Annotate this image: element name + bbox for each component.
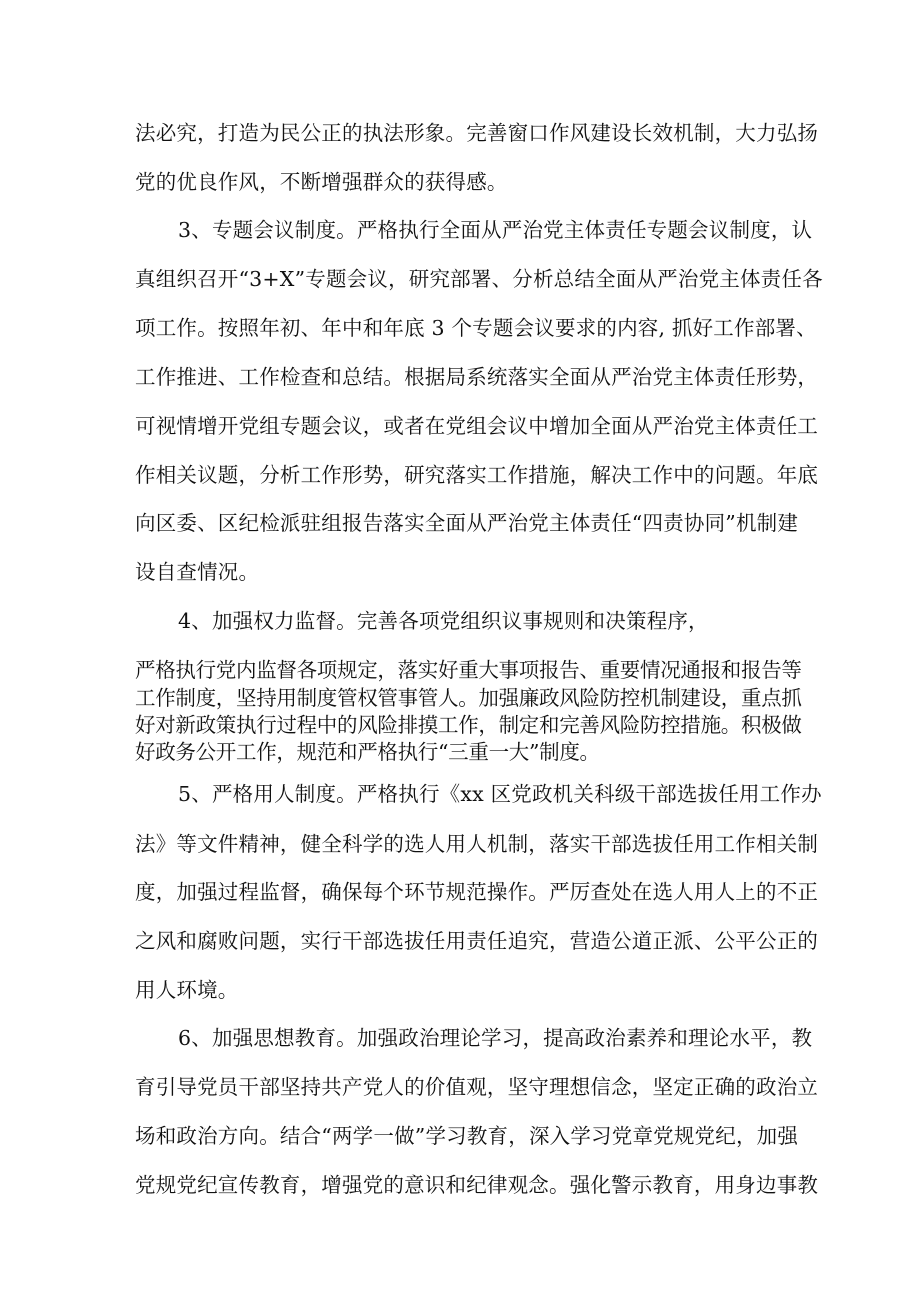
text-line: 法必究，打造为民公正的执法形象。完善窗口作风建设长效机制，大力弘扬 — [135, 121, 819, 145]
text-line: 党规党纪宣传教育，增强党的意识和纪律观念。强化警示教育，用身边事教 — [135, 1173, 819, 1197]
text-line: 场和政治方向。结合“两学一做”学习教育，深入学习党章党规党纪，加强 — [135, 1124, 799, 1148]
text-line: 可视情增开党组专题会议，或者在党组会议中增加全面从严治党主体责任工 — [135, 414, 819, 438]
text-line: 项工作。按照年初、年中和年底 3 个专题会议要求的内容, 抓好工作部署、 — [135, 316, 817, 340]
text-line: 设自查情况。 — [135, 560, 260, 584]
text-line: 真组织召开“3+X”专题会议，研究部署、分析总结全面从严治党主体责任各 — [135, 267, 823, 291]
text-line: 用人环境。 — [135, 978, 239, 1002]
text-line: 作相关议题，分析工作形势，研究落实工作措施，解决工作中的问题。年底 — [135, 463, 819, 487]
text-line: 党的优良作风，不断增强群众的获得感。 — [135, 170, 508, 194]
text-line: 6、加强思想教育。加强政治理论学习，提高政治素养和理论水平，教 — [178, 1026, 813, 1050]
text-line: 好对新政策执行过程中的风险排摸工作，制定和完善风险防控措施。积极做 — [135, 713, 802, 737]
text-line: 严格执行党内监督各项规定，落实好重大事项报告、重要情况通报和报告等 — [135, 658, 802, 682]
text-line: 度，加强过程监督，确保每个环节规范操作。严厉查处在选人用人上的不正 — [135, 880, 819, 904]
text-line: 好政务公开工作，规范和严格执行“三重一大”制度。 — [135, 740, 600, 764]
text-line: 之风和腐败问题，实行干部选拔任用责任追究，营造公道正派、公平公正的 — [135, 929, 819, 953]
text-line: 工作制度，坚持用制度管权管事管人。加强廉政风险防控机制建设，重点抓 — [135, 686, 802, 710]
text-line: 3、专题会议制度。严格执行全面从严治党主体责任专题会议制度，认 — [178, 218, 813, 242]
text-line: 育引导党员干部坚持共产党人的价值观，坚守理想信念，坚定正确的政治立 — [135, 1075, 819, 1099]
text-line: 向区委、区纪检派驻组报告落实全面从严治党主体责任“四责协同”机制建 — [135, 511, 799, 535]
text-line: 法》等文件精神，健全科学的选人用人机制，落实干部选拔任用工作相关制 — [135, 832, 819, 856]
text-line: 工作推进、工作检查和总结。根据局系统落实全面从严治党主体责任形势， — [135, 365, 819, 389]
text-line: 4、加强权力监督。完善各项党组织议事规则和决策程序， — [178, 609, 709, 633]
text-line: 5、严格用人制度。严格执行《xx 区党政机关科级干部选拔任用工作办 — [178, 782, 822, 806]
